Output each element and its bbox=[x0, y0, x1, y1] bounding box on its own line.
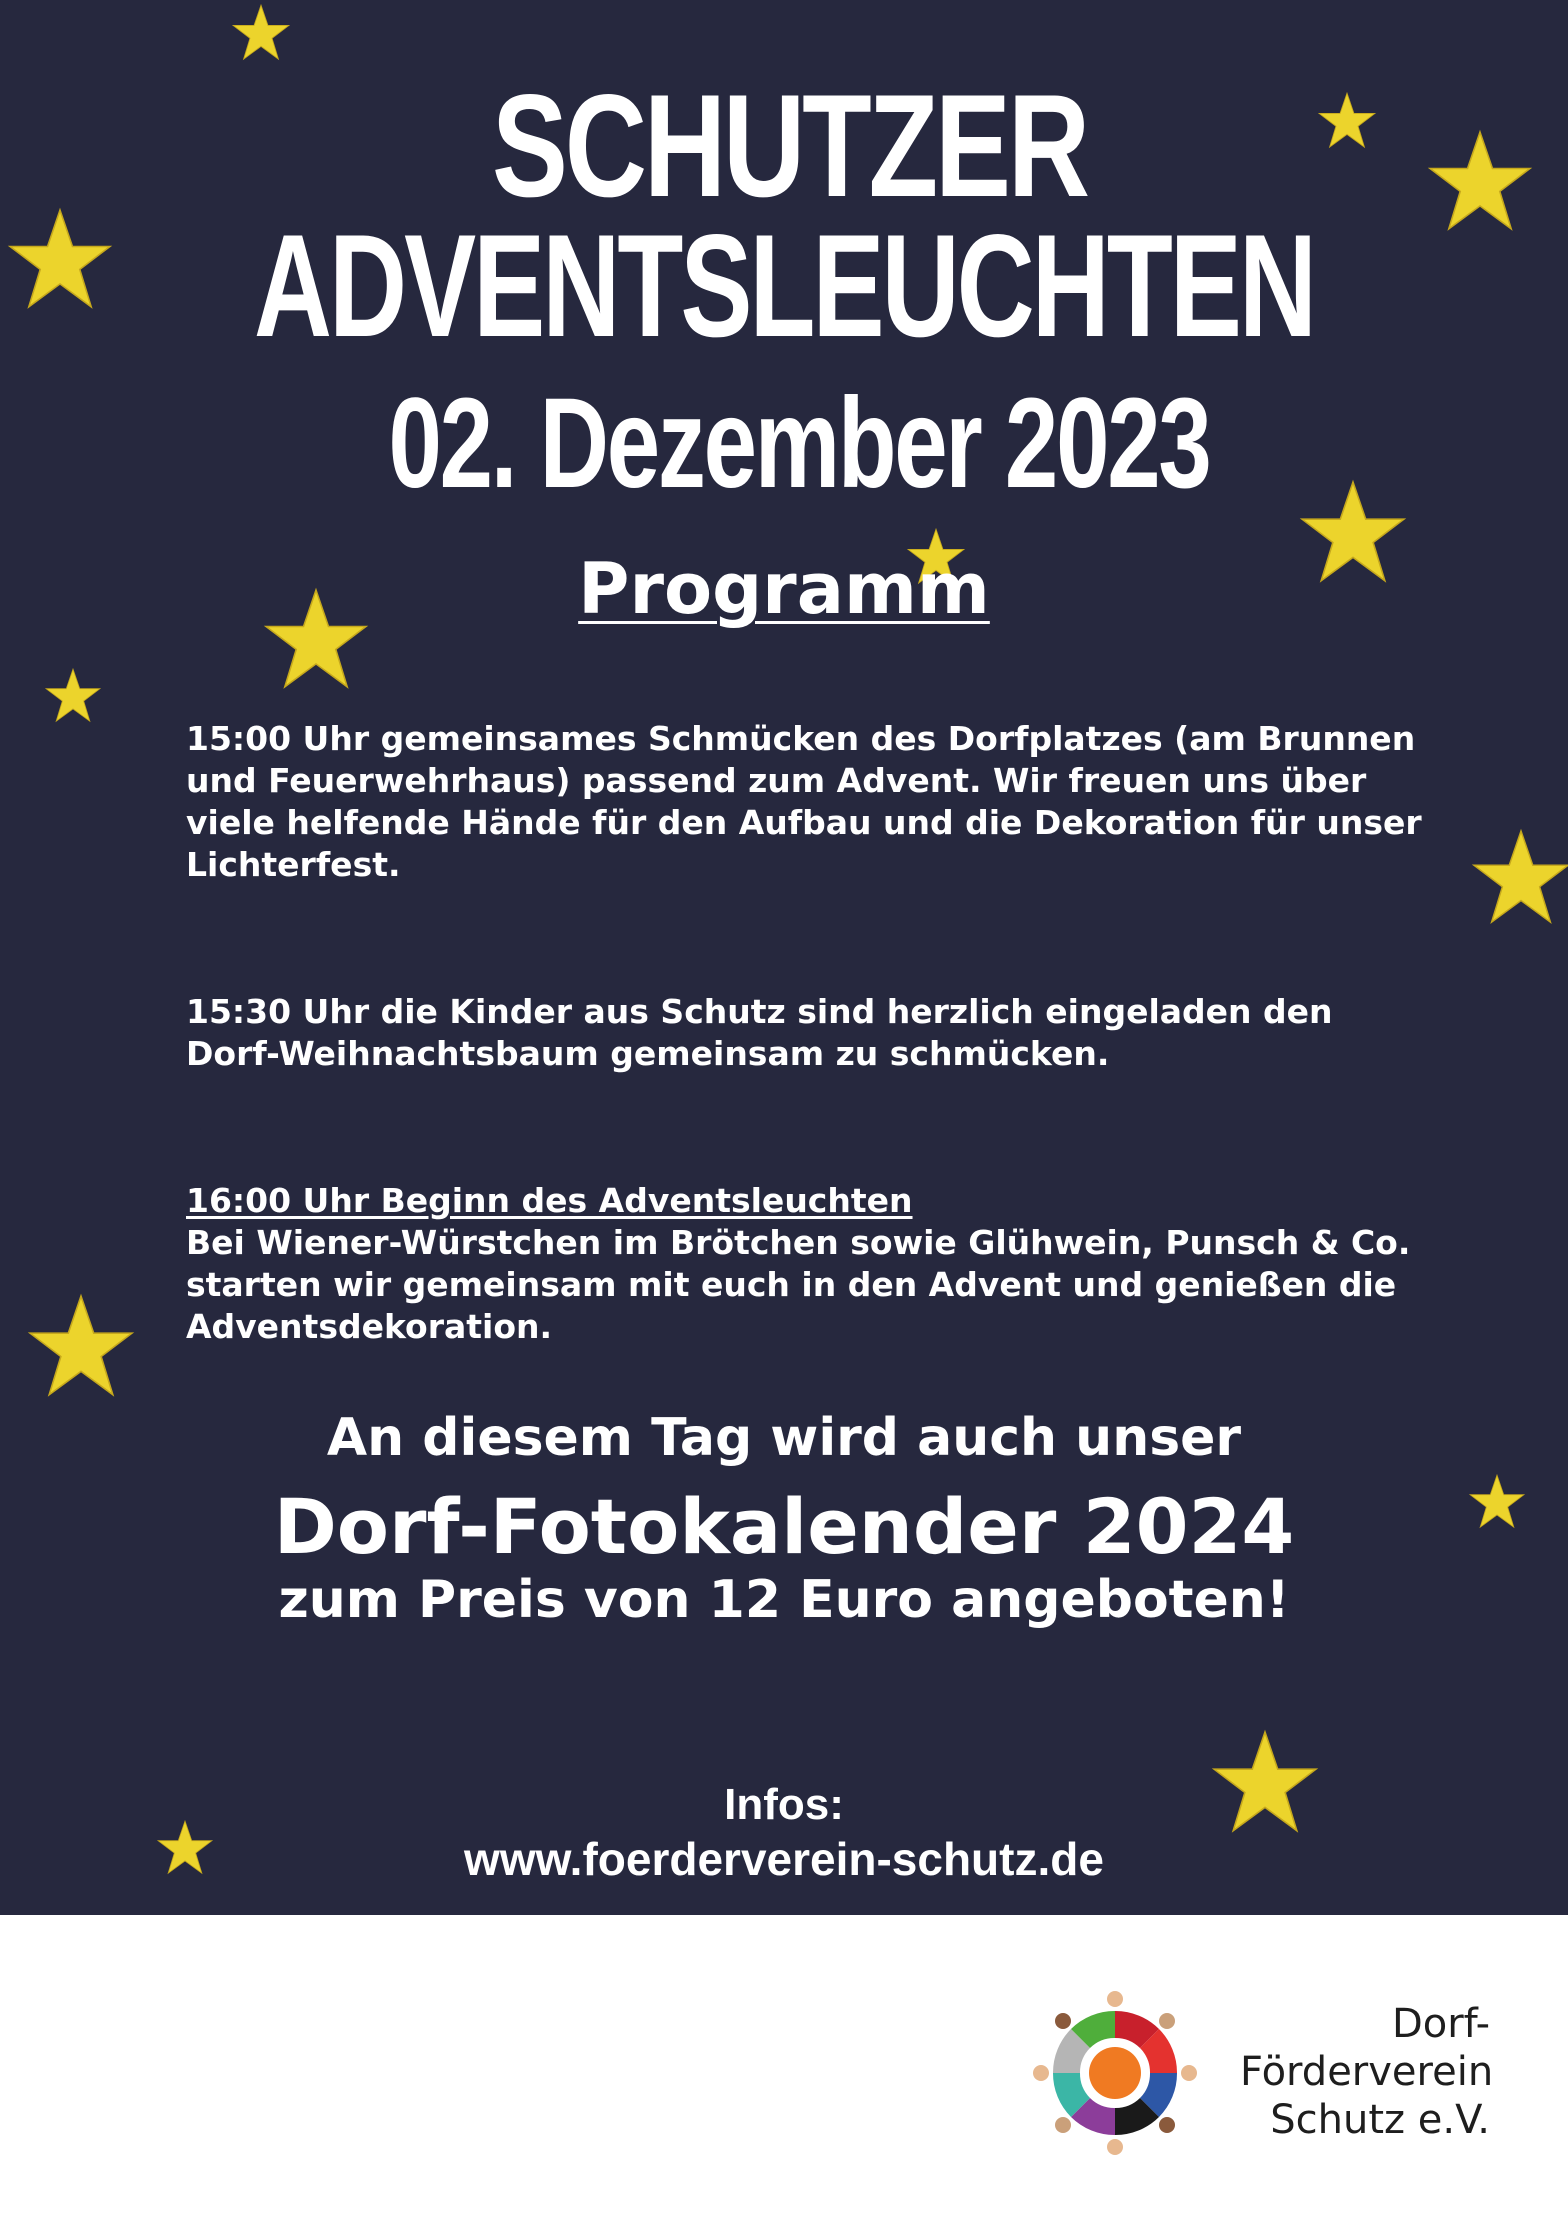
program-item bbox=[186, 1180, 1426, 1348]
event-date: 02. Dezember 2023 bbox=[388, 372, 1210, 515]
star-icon bbox=[232, 4, 290, 62]
logo-text-line-1: Dorf- bbox=[1391, 2001, 1490, 2047]
calendar-intro: An diesem Tag wird auch unser bbox=[326, 1408, 1242, 1468]
poster-title-line-1: SCHUTZER bbox=[491, 64, 1087, 227]
poster-title-line-2: ADVENTSLEUCHTEN bbox=[253, 204, 1315, 367]
logo-text-line-3: Schutz e.V. bbox=[1270, 2097, 1490, 2143]
logo-text-line-2: Förderverein bbox=[1240, 2049, 1494, 2095]
star-icon bbox=[1472, 826, 1568, 930]
logo-text bbox=[1240, 2000, 1494, 2144]
program-item-text: Bei Wiener-Würstchen im Brötchen sowie Glühwein, Punsch & Co. starten wir gemeinsam mit euch in den Advent und genießen die Adventsdekoration. bbox=[186, 1223, 1411, 1346]
program-item: 15:30 Uhr die Kinder aus Schutz sind herzlich eingeladen den Dorf-Weihnachtsbaum gemeinsam zu schmücken. bbox=[186, 992, 1333, 1073]
calendar-price: zum Preis von 12 Euro angeboten! bbox=[278, 1570, 1290, 1630]
circle-of-people-logo-icon bbox=[1030, 1988, 1200, 2158]
star-icon bbox=[44, 668, 102, 724]
program-item: 15:00 Uhr gemeinsames Schmücken des Dorfplatzes (am Brunnen und Feuerwehrhaus) passend zum Advent. Wir freuen uns über viele helfende Hände für den Aufbau und die Dekoration für unser Lichterfest. bbox=[186, 719, 1422, 884]
program-heading: Programm bbox=[578, 548, 990, 630]
star-icon bbox=[1426, 130, 1534, 234]
info-label: Infos: bbox=[724, 1780, 844, 1829]
calendar-name: Dorf-Fotokalender 2024 bbox=[273, 1482, 1295, 1571]
star-icon bbox=[26, 1294, 136, 1400]
program-item-title: 16:00 Uhr Beginn des Adventsleuchten bbox=[186, 1181, 913, 1220]
star-icon bbox=[6, 208, 114, 312]
info-url[interactable]: www.foerderverein-schutz.de bbox=[464, 1833, 1104, 1885]
